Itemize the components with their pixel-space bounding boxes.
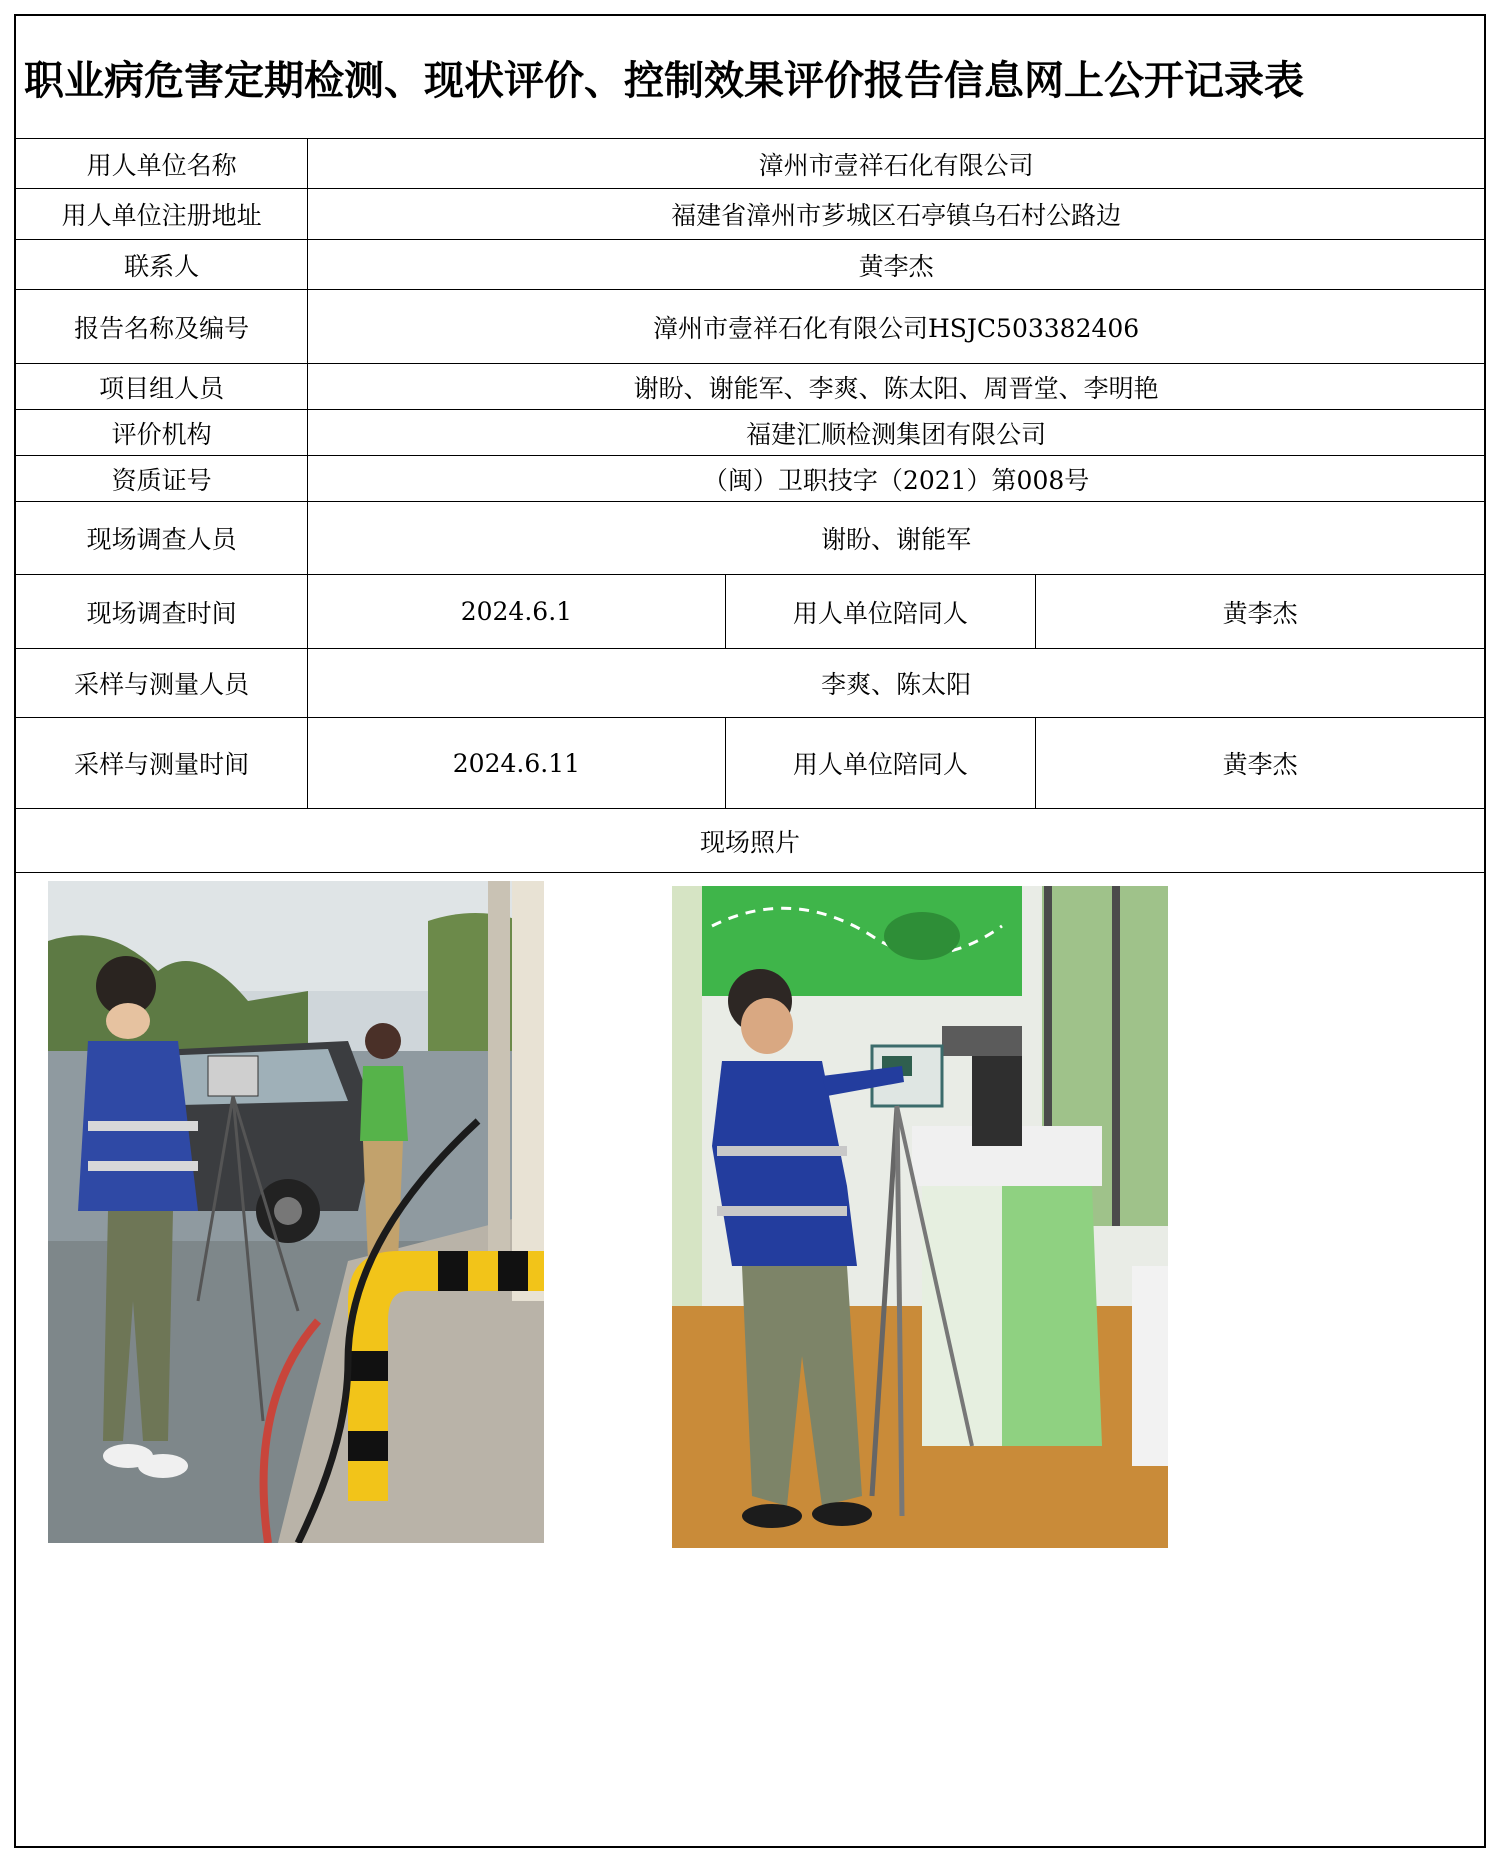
- survey-escort-value: 黄李杰: [1036, 575, 1484, 649]
- employer-name-value: 漳州市壹祥石化有限公司: [308, 139, 1484, 189]
- team-label: 项目组人员: [16, 364, 308, 410]
- site-photo-pump: [48, 881, 544, 1543]
- survey-staff-value: 谢盼、谢能军: [308, 502, 1484, 575]
- survey-staff-label: 现场调查人员: [16, 502, 308, 575]
- employer-address-label: 用人单位注册地址: [16, 189, 308, 240]
- qualification-label: 资质证号: [16, 456, 308, 502]
- report-label: 报告名称及编号: [16, 290, 308, 364]
- photos-heading: 现场照片: [16, 809, 1484, 873]
- survey-time-label: 现场调查时间: [16, 575, 308, 649]
- sampling-time-value: 2024.6.11: [308, 718, 725, 809]
- qualification-value: （闽）卫职技字（2021）第008号: [308, 456, 1484, 502]
- sampling-staff-label: 采样与测量人员: [16, 649, 308, 718]
- page-title: 职业病危害定期检测、现状评价、控制效果评价报告信息网上公开记录表: [16, 16, 1484, 139]
- record-sheet: [14, 14, 1486, 1848]
- report-value: 漳州市壹祥石化有限公司HSJC503382406: [308, 290, 1484, 364]
- employer-name-label: 用人单位名称: [16, 139, 308, 189]
- record-table: [16, 16, 1484, 1701]
- team-value: 谢盼、谢能军、李爽、陈太阳、周晋堂、李明艳: [308, 364, 1484, 410]
- photos-cell: [16, 873, 1484, 1702]
- agency-label: 评价机构: [16, 410, 308, 456]
- sampling-escort-label: 用人单位陪同人: [725, 718, 1036, 809]
- agency-value: 福建汇顺检测集团有限公司: [308, 410, 1484, 456]
- contact-value: 黄李杰: [308, 240, 1484, 290]
- contact-label: 联系人: [16, 240, 308, 290]
- employer-address-value: 福建省漳州市芗城区石亭镇乌石村公路边: [308, 189, 1484, 240]
- sampling-time-label: 采样与测量时间: [16, 718, 308, 809]
- sampling-staff-value: 李爽、陈太阳: [308, 649, 1484, 718]
- survey-time-value: 2024.6.1: [308, 575, 725, 649]
- sampling-escort-value: 黄李杰: [1036, 718, 1484, 809]
- site-photo-store: [672, 886, 1168, 1548]
- survey-escort-label: 用人单位陪同人: [725, 575, 1036, 649]
